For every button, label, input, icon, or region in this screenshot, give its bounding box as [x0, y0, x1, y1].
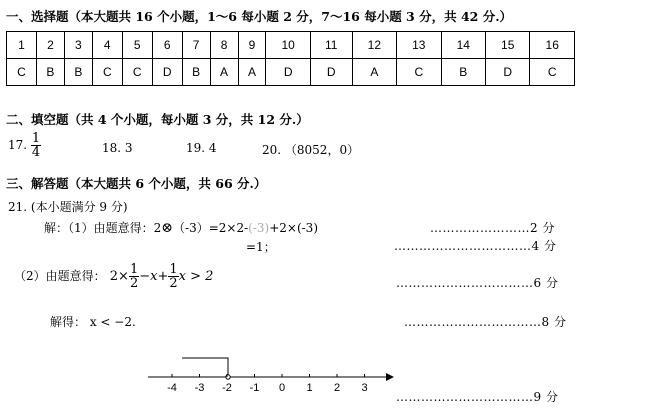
question-number-cell: 3	[64, 32, 92, 59]
question-number-cell: 10	[266, 32, 310, 59]
tick-label: -3	[194, 382, 205, 394]
part1-prefix: 解：（1）由题意得：2	[44, 221, 162, 235]
part2-prefix: （2）由题意得：	[14, 269, 106, 283]
q17-label: 17.	[8, 138, 28, 152]
question-number-cell: 4	[92, 32, 122, 59]
score-8: ……………………………8 分	[404, 315, 567, 329]
arrow-icon	[386, 373, 394, 381]
section2-title: 二、填空题（共 4 个小题，每小题 3 分，共 12 分.）	[6, 112, 309, 127]
answer-cell: B	[441, 59, 485, 86]
answer-table	[6, 31, 575, 86]
answer-19: 19. 4	[186, 141, 217, 155]
answer-cell: D	[486, 59, 530, 86]
answer-cell: A	[210, 59, 238, 86]
question-number-cell: 16	[530, 32, 575, 59]
solution-ray	[182, 358, 228, 377]
answer-cell: C	[397, 59, 441, 86]
tick-label: -1	[249, 382, 260, 394]
part1-expression: （-3）=2×2-	[173, 221, 249, 235]
score-9: ……………………………9 分	[396, 390, 559, 404]
tick-label: -2	[222, 382, 232, 394]
part2-expr-b: −x+	[139, 269, 169, 284]
number-line	[140, 350, 400, 400]
answer-20: 20. （8052，0）	[262, 143, 360, 157]
question-number-cell: 2	[36, 32, 64, 59]
question-number-cell: 8	[210, 32, 238, 59]
question-number-cell: 5	[122, 32, 152, 59]
part1-tail: +2×(-3)	[269, 221, 318, 235]
question-number-cell: 12	[352, 32, 396, 59]
section1-title: 一、选择题（本大题共 16 个小题，1～6 每小题 2 分，7～16 每小题 3 分，共 42 分.）	[6, 9, 513, 24]
answer-cell: D	[152, 59, 182, 86]
answer-cell: C	[122, 59, 152, 86]
answer-18: 18. 3	[102, 141, 133, 155]
answer-cell: D	[310, 59, 352, 86]
part2-expr-c: x > 2	[178, 269, 214, 284]
solve-line: 解得： x < −2.	[50, 315, 136, 329]
question-number-cell: 15	[486, 32, 530, 59]
question-number-cell: 1	[7, 32, 37, 59]
frac2-numerator: 1	[169, 262, 178, 277]
question-number-cell: 13	[397, 32, 441, 59]
answer-cell: C	[92, 59, 122, 86]
question-number-cell: 14	[441, 32, 485, 59]
score-4: ……………………………4 分	[394, 239, 557, 253]
answer-row	[7, 59, 575, 86]
answer-cell: A	[238, 59, 266, 86]
question-number-cell: 7	[182, 32, 210, 59]
score-6: ……………………………6 分	[396, 276, 559, 290]
tick-label: 1	[306, 382, 313, 394]
answer-cell: C	[530, 59, 575, 86]
answer-cell: B	[182, 59, 210, 86]
question-number-cell: 11	[310, 32, 352, 59]
part2-expr-a: 2×	[109, 269, 129, 284]
answer-cell: A	[352, 59, 396, 86]
frac1-numerator: 1	[129, 262, 139, 277]
open-circle-icon	[226, 375, 230, 379]
score-2: ……………………2 分	[430, 221, 555, 235]
question-number-row	[7, 32, 575, 59]
q17-numerator: 1	[31, 131, 41, 146]
part2-fraction-1	[129, 263, 139, 290]
tick-label: -4	[167, 382, 177, 394]
part2-fraction-2	[168, 263, 178, 290]
part1-line1	[44, 219, 318, 236]
part1-faint-term: (-3)	[248, 221, 270, 235]
frac1-denominator: 2	[129, 276, 139, 291]
tick-label: 2	[333, 382, 341, 394]
answer-cell: B	[36, 59, 64, 86]
part1-line2: =1；	[246, 240, 276, 254]
q21-label: 21. (本小题满分 9 分)	[8, 200, 128, 214]
answer-cell: D	[266, 59, 310, 86]
section3-title: 三、解答题（本大题共 6 个小题，共 66 分.）	[6, 176, 267, 191]
q17-denominator: 4	[31, 145, 41, 160]
question-number-cell: 9	[238, 32, 266, 59]
answer-cell: C	[7, 59, 37, 86]
question-number-cell: 6	[152, 32, 182, 59]
q17-fraction	[31, 132, 41, 159]
answer-cell: B	[64, 59, 92, 86]
otimes-symbol: ⊗	[161, 220, 174, 236]
tick-label: 3	[361, 382, 368, 394]
frac2-denominator: 2	[169, 276, 178, 291]
answer-17	[8, 132, 41, 159]
tick-label: 0	[278, 382, 286, 394]
part2-line	[14, 263, 213, 290]
